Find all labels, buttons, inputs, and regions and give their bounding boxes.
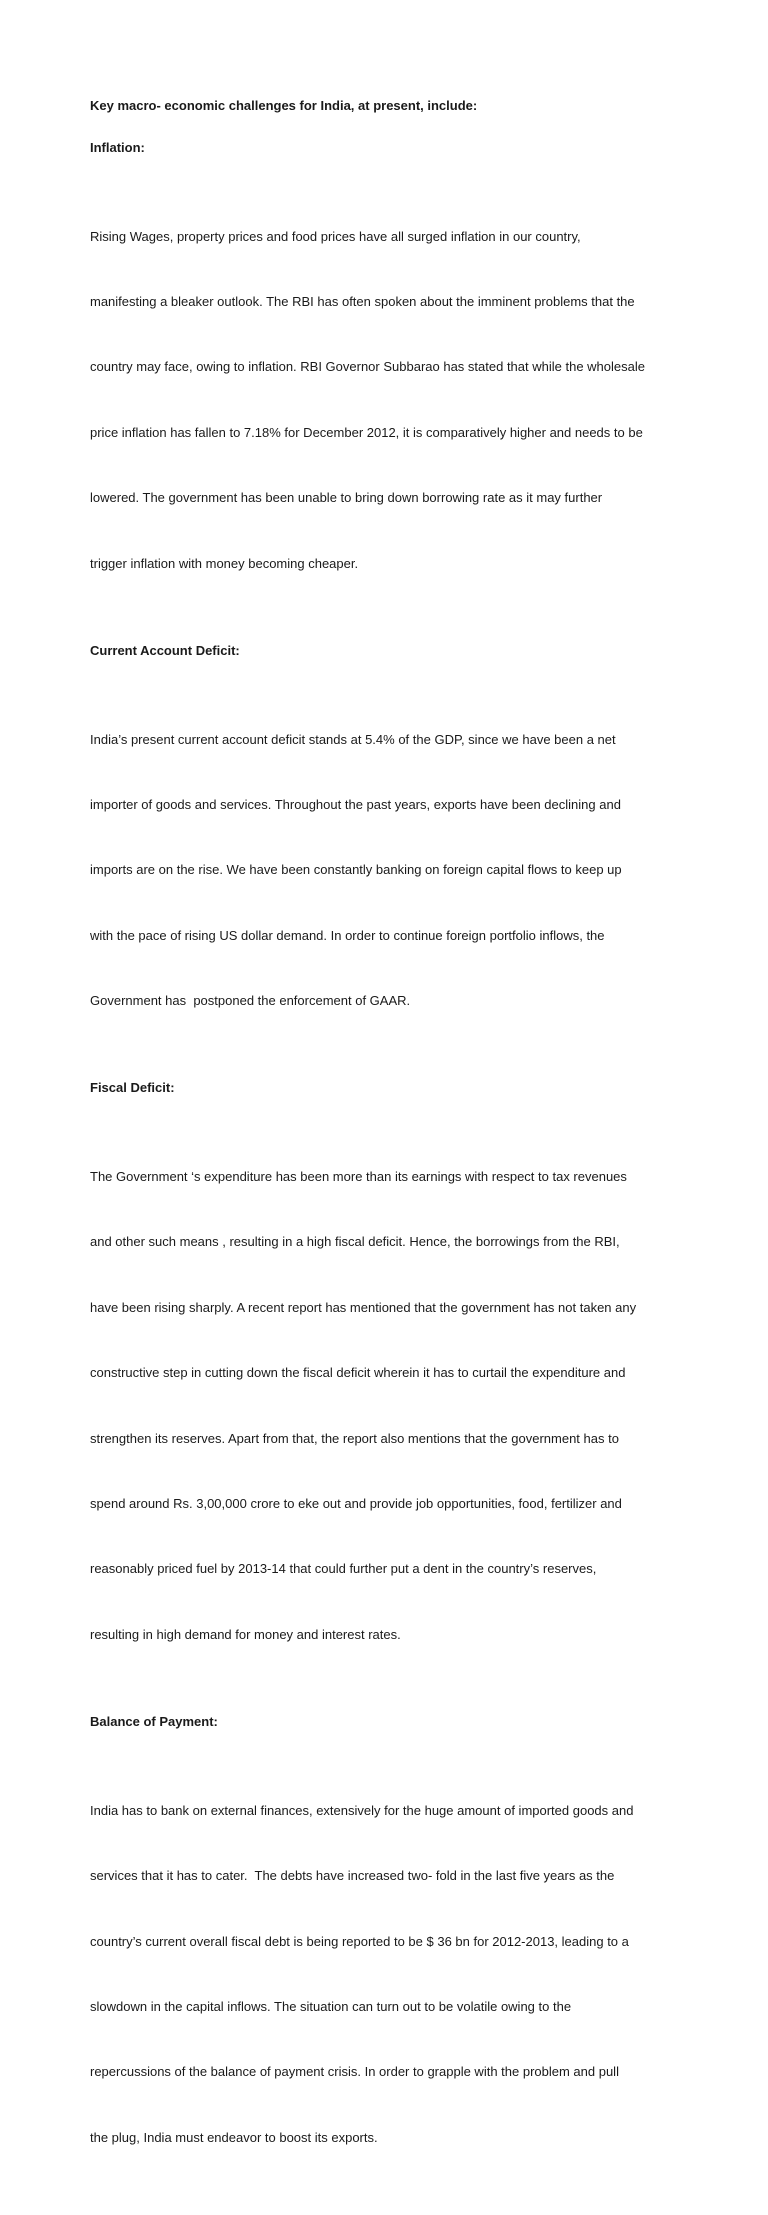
paragraph-line: slowdown in the capital inflows. The situation can turn out to be volatile owing to the: [90, 1998, 572, 2014]
paragraph-line: the plug, India must endeavor to boost its exports.: [90, 2129, 378, 2145]
section-paragraph-inflation: [90, 182, 680, 618]
paragraph-line: services that it has to cater. The debts have increased two- fold in the last five years as the: [90, 1868, 615, 1884]
paragraph-line: country’s current overall fiscal debt is being reported to be $ 36 bn for 2012-2013, leading to a: [90, 1933, 629, 1949]
paragraph-line: with the pace of rising US dollar demand. In order to continue foreign portfolio inflows, the: [90, 927, 605, 943]
section-paragraph-current-account-deficit: [90, 685, 680, 1056]
paragraph-line: India has to bank on external finances, extensively for the huge amount of imported goods and: [90, 1802, 634, 1818]
paragraph-line: resulting in high demand for money and interest rates.: [90, 1626, 401, 1642]
paragraph-line: constructive step in cutting down the fiscal deficit wherein it has to curtail the expenditure and: [90, 1365, 626, 1381]
paragraph-line: reasonably priced fuel by 2013-14 that could further put a dent in the country’s reserves,: [90, 1561, 597, 1577]
paragraph-line: have been rising sharply. A recent report has mentioned that the government has not taken any: [90, 1299, 637, 1315]
paragraph-line: country may face, owing to inflation. RBI Governor Subbarao has stated that while the wholesale: [90, 359, 645, 375]
paragraph-line: manifesting a bleaker outlook. The RBI has often spoken about the imminent problems that the: [90, 293, 635, 309]
section-heading-balance-of-payment: Balance of Payment:: [90, 1714, 218, 1730]
paragraph-line: spend around Rs. 3,00,000 crore to eke out and provide job opportunities, food, fertilizer and: [90, 1496, 622, 1512]
paragraph-line: lowered. The government has been unable to bring down borrowing rate as it may further: [90, 490, 603, 506]
paragraph-line: The Government ‘s expenditure has been more than its earnings with respect to tax revenues: [90, 1169, 627, 1185]
paragraph-line: price inflation has fallen to 7.18% for December 2012, it is comparatively higher and needs to be: [90, 424, 643, 440]
paragraph-line: repercussions of the balance of payment crisis. In order to grapple with the problem and pull: [90, 2064, 619, 2080]
section-paragraph-fiscal-deficit: [90, 1122, 680, 1689]
section-heading-inflation: Inflation:: [90, 140, 145, 155]
document-intro: Key macro- economic challenges for India, at present, include:: [90, 98, 478, 113]
paragraph-line: India’s present current account deficit stands at 5.4% of the GDP, since we have been a net: [90, 731, 616, 747]
paragraph-line: trigger inflation with money becoming cheaper.: [90, 555, 359, 571]
paragraph-line: imports are on the rise. We have been constantly banking on foreign capital flows to keep up: [90, 862, 622, 878]
paragraph-line: Rising Wages, property prices and food prices have all surged inflation in our country,: [90, 228, 581, 244]
paragraph-line: strengthen its reserves. Apart from that, the report also mentions that the government has to: [90, 1430, 619, 1446]
section-heading-fiscal-deficit: Fiscal Deficit:: [90, 1080, 175, 1096]
paragraph-line: and other such means , resulting in a high fiscal deficit. Hence, the borrowings from the RBI,: [90, 1234, 620, 1250]
paragraph-line: Government has postponed the enforcement of GAAR.: [90, 993, 411, 1009]
section-paragraph-balance-of-payment: [90, 1756, 680, 2192]
document-page: [90, 96, 680, 2215]
section-heading-current-account-deficit: Current Account Deficit:: [90, 642, 240, 658]
paragraph-line: importer of goods and services. Throughout the past years, exports have been declining and: [90, 796, 621, 812]
